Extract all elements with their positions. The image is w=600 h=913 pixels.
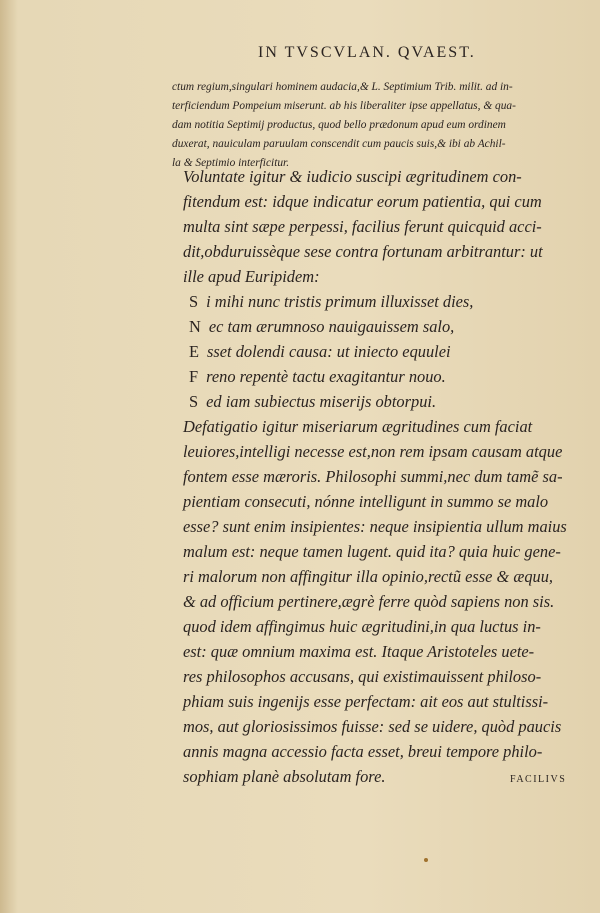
verse-initial: E	[189, 342, 200, 361]
text-line: multa sint sæpe perpessi, facilius ferunt quicquid acci-	[183, 217, 542, 236]
verse-line	[183, 364, 578, 389]
text-line: res philosophos accusans, qui existimauissent philoso-	[183, 667, 542, 686]
text-line: dit,obduruissèque sese contra fortunam arbitrantur: ut	[183, 242, 543, 261]
verse-initial: S	[189, 292, 199, 311]
text-line: ri malorum non affingitur illa opinio,rectũ esse & æquu,	[183, 567, 554, 586]
verse-line	[183, 314, 578, 339]
text-line: quod idem affingimus huic ægritudini,in qua luctus in-	[183, 617, 541, 636]
running-header: IN TVSCVLAN. QVAEST.	[258, 44, 476, 61]
verse-line	[183, 289, 578, 314]
main-text	[183, 164, 578, 789]
text-line: fitendum est: idque indicatur eorum patientia, qui cum	[183, 192, 542, 211]
text-line: esse? sunt enim insipientes: neque insipientia ullum maius	[183, 517, 567, 536]
text-line: & ad officium pertinere,ægrè ferre quòd sapiens non sis.	[183, 592, 555, 611]
text-line: leuiores,intelligi necesse est,non rem ipsam causam atque	[183, 442, 563, 461]
text-line: pientiam consecuti, nónne intelligunt in summo se malo	[183, 492, 549, 511]
text-line: Voluntate igitur & iudicio suscipi ægritudinem con-	[183, 167, 522, 186]
commentary-note	[172, 78, 577, 173]
text-line: ille apud Euripidem:	[183, 267, 320, 286]
text-line: est: quæ omnium maxima est. Itaque Aristoteles uete-	[183, 642, 535, 661]
paper-speck	[424, 858, 428, 862]
text-line: fontem esse mæroris. Philosophi summi,nec dum tamẽ sa-	[183, 467, 563, 486]
verse-initial: F	[189, 367, 199, 386]
note-line: dam notitia Septimij productus, quod bello prædonum apud eum ordinem	[172, 119, 506, 131]
verse-text: i mihi nunc tristis primum illuxisset dies,	[206, 292, 474, 311]
text-line: Defatigatio igitur miseriarum ægritudines cum faciat	[183, 417, 533, 436]
text-line: sophiam planè absolutam fore.	[183, 767, 386, 786]
verse-text: ec tam ærumnoso nauigauissem salo,	[208, 317, 455, 336]
text-line: mos, aut gloriosissimos fuisse: sed se uidere, quòd paucis	[183, 717, 562, 736]
catchword: FACILIVS	[510, 774, 567, 785]
verse-text: sset dolendi causa: ut iniecto equulei	[207, 342, 451, 361]
verse-line	[183, 339, 578, 364]
verse-initial: S	[189, 392, 199, 411]
text-line: malum est: neque tamen lugent. quid ita? quia huic gene-	[183, 542, 561, 561]
verse-initial: N	[189, 317, 201, 336]
verse-line	[183, 389, 578, 414]
note-line: terficiendum Pompeium miserunt. ab his liberaliter ipse appellatus, & qua-	[172, 100, 516, 112]
note-line: la & Septimio interficitur.	[172, 157, 290, 169]
text-line: annis magna accessio facta esset, breui tempore philo-	[183, 742, 543, 761]
verse-text: reno repentè tactu exagitantur nouo.	[206, 367, 446, 386]
text-line: phiam suis ingenijs esse perfectam: ait eos aut stultissi-	[183, 692, 549, 711]
note-line: duxerat, nauiculam paruulam conscendit cum paucis suis,& ibi ab Achil-	[172, 138, 506, 150]
note-line: ctum regium,singulari hominem audacia,& L. Septimium Trib. milit. ad in-	[172, 81, 513, 93]
verse-text: ed iam subiectus miserijs obtorpui.	[206, 392, 437, 411]
